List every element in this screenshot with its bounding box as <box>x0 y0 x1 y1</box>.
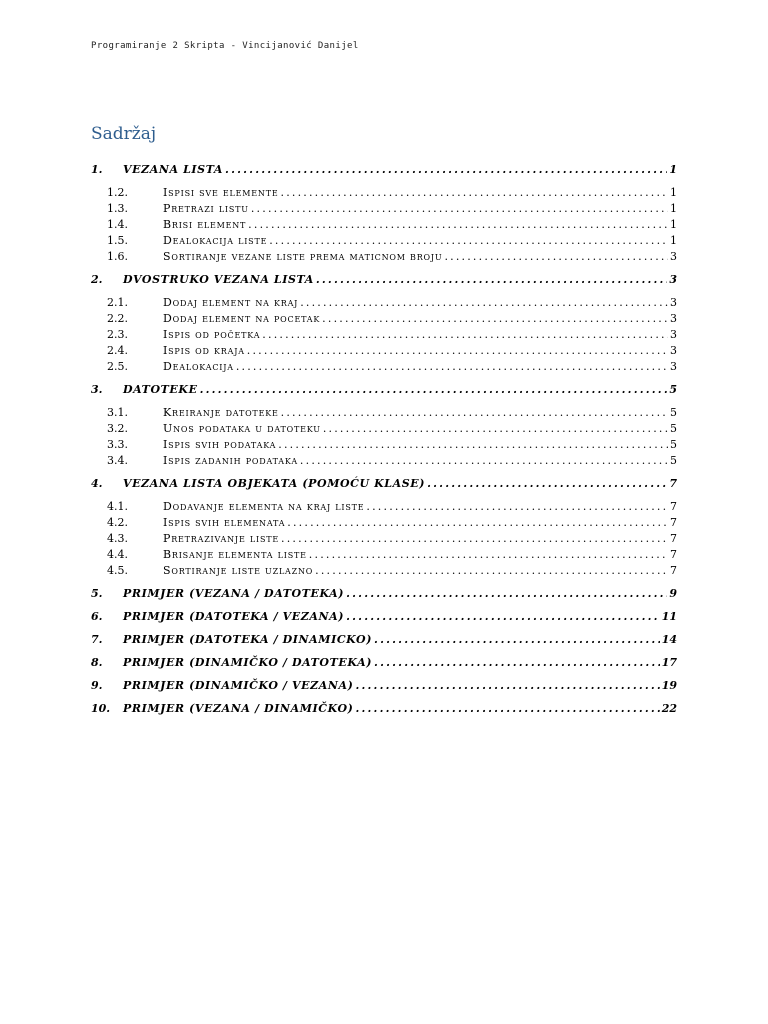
toc-entry[interactable] <box>91 380 677 398</box>
toc-entry-number: 9. <box>91 678 103 692</box>
toc-entry[interactable] <box>91 584 677 602</box>
toc-entry[interactable] <box>91 451 677 469</box>
toc-entry-label: Ispis svih elemenata <box>163 515 286 529</box>
toc-entry-page: 3 <box>669 272 677 286</box>
toc-entry-label: Sortiranje liste uzlazno <box>163 563 314 577</box>
toc-entry-label: Unos podataka u datoteku <box>163 421 321 435</box>
toc-entry-number: 3.4. <box>107 453 128 467</box>
toc-entry-label: PRIMJER (VEZANA / DATOTEKA) <box>123 586 345 600</box>
toc-entry-number: 6. <box>91 609 103 623</box>
toc-entry-page: 19 <box>661 678 677 692</box>
page-header: Programiranje 2 Skripta - Vincijanović Danijel <box>91 41 359 51</box>
toc-entry-number: 2.5. <box>107 359 128 373</box>
toc-entry-number: 4.5. <box>107 563 128 577</box>
toc-entry-number: 7. <box>91 632 103 646</box>
toc-dot-leader <box>248 218 668 231</box>
toc-dot-leader <box>374 656 660 669</box>
toc-entry-label: DATOTEKE <box>123 382 198 396</box>
toc-entry-number: 10. <box>91 701 111 715</box>
toc-entry-label: Dodaj element na kraj <box>163 295 299 309</box>
toc-entry-number: 3.2. <box>107 421 128 435</box>
toc-entry-label: PRIMJER (DINAMIČKO / VEZANA) <box>123 678 354 692</box>
toc-entry-page: 7 <box>670 563 677 577</box>
toc-entry[interactable] <box>91 630 677 648</box>
toc-dot-leader <box>247 344 668 357</box>
toc-entry-label: Dodaj element na pocetak <box>163 311 321 325</box>
toc-entry-page: 3 <box>670 343 677 357</box>
toc-entry-number: 5. <box>91 586 103 600</box>
toc-entry-number: 4.1. <box>107 499 128 513</box>
toc-entry-page: 5 <box>670 453 677 467</box>
toc-entry-label: DVOSTRUKO VEZANA LISTA <box>123 272 314 286</box>
toc-dot-leader <box>346 610 660 623</box>
toc-entry-label: PRIMJER (VEZANA / DINAMIČKO) <box>123 701 354 715</box>
toc-dot-leader <box>322 312 668 325</box>
toc-entry-label: PRIMJER (DATOTEKA / DINAMICKO) <box>123 632 373 646</box>
toc-dot-leader <box>236 360 668 373</box>
toc-entry-page: 3 <box>670 311 677 325</box>
toc-dot-leader <box>427 477 667 490</box>
toc-dot-leader <box>374 633 660 646</box>
toc-entry-number: 2.1. <box>107 295 128 309</box>
toc-title: Sadržaj <box>91 124 157 144</box>
toc-entry-label: Kreiranje datoteke <box>163 405 279 419</box>
toc-entry-number: 4.4. <box>107 547 128 561</box>
toc-entry-label: VEZANA LISTA <box>123 162 224 176</box>
toc-entry-page: 7 <box>670 531 677 545</box>
toc-dot-leader <box>355 679 659 692</box>
toc-entry-page: 1 <box>670 233 677 247</box>
toc-entry-page: 5 <box>670 421 677 435</box>
toc-entry-page: 7 <box>669 476 677 490</box>
toc-entry-page: 7 <box>670 515 677 529</box>
toc-entry-number: 1.4. <box>107 217 128 231</box>
toc-dot-leader <box>323 422 668 435</box>
toc-entry-page: 9 <box>669 586 677 600</box>
toc-entry-label: Dealokacija <box>163 359 234 373</box>
toc-dot-leader <box>366 500 668 513</box>
toc-entry-page: 22 <box>661 701 677 715</box>
toc-dot-leader <box>287 516 668 529</box>
toc-entry-label: Ispis zadanih podataka <box>163 453 298 467</box>
toc-dot-leader <box>309 548 668 561</box>
toc-entry-number: 2.2. <box>107 311 128 325</box>
toc-entry-label: PRIMJER (DATOTEKA / VEZANA) <box>123 609 345 623</box>
toc-dot-leader <box>355 702 659 715</box>
toc-dot-leader <box>281 406 668 419</box>
toc-entry-label: Dodavanje elementa na kraj liste <box>163 499 365 513</box>
toc-entry-label: Ispisi sve elemente <box>163 185 279 199</box>
toc-entry-page: 7 <box>670 499 677 513</box>
toc-entry-number: 4. <box>91 476 103 490</box>
toc-dot-leader <box>300 454 668 467</box>
toc-entry-number: 1. <box>91 162 103 176</box>
toc-entry[interactable] <box>91 699 677 717</box>
toc-entry[interactable] <box>91 160 677 178</box>
toc-entry-page: 5 <box>670 405 677 419</box>
toc-entry-number: 1.2. <box>107 185 128 199</box>
toc-entry-label: Ispis od kraja <box>163 343 245 357</box>
toc-entry-label: Pretrazi listu <box>163 201 249 215</box>
toc-entry-page: 5 <box>669 382 677 396</box>
toc-entry[interactable] <box>91 561 677 579</box>
toc-entry-page: 1 <box>670 217 677 231</box>
toc-dot-leader <box>269 234 668 247</box>
toc-entry[interactable] <box>91 270 677 288</box>
toc-entry-number: 1.6. <box>107 249 128 263</box>
toc-entry-page: 3 <box>670 359 677 373</box>
toc-entry-number: 4.2. <box>107 515 128 529</box>
toc-entry-label: Pretrazivanje liste <box>163 531 280 545</box>
toc-entry-page: 7 <box>670 547 677 561</box>
toc-entry-page: 1 <box>670 201 677 215</box>
toc-dot-leader <box>315 564 668 577</box>
toc-entry-number: 3.3. <box>107 437 128 451</box>
toc-entry-label: Ispis svih podataka <box>163 437 277 451</box>
toc-entry-label: VEZANA LISTA OBJEKATA (POMOĆU KLASE) <box>123 476 426 490</box>
toc-dot-leader <box>444 250 668 263</box>
toc-dot-leader <box>281 532 668 545</box>
toc-entry-label: PRIMJER (DINAMIČKO / DATOTEKA) <box>123 655 373 669</box>
toc-entry-page: 17 <box>661 655 677 669</box>
toc-entry-number: 2. <box>91 272 103 286</box>
toc-entry-page: 3 <box>670 249 677 263</box>
toc-dot-leader <box>262 328 668 341</box>
toc-entry-label: Brisi element <box>163 217 247 231</box>
toc-dot-leader <box>278 438 668 451</box>
toc-dot-leader <box>346 587 667 600</box>
toc-entry-number: 2.4. <box>107 343 128 357</box>
toc-dot-leader <box>300 296 668 309</box>
toc-entry-number: 1.3. <box>107 201 128 215</box>
toc-entry-number: 2.3. <box>107 327 128 341</box>
toc-entry[interactable] <box>91 357 677 375</box>
toc-entry-label: Sortiranje vezane liste prema maticnom broju <box>163 249 443 263</box>
toc-entry[interactable] <box>91 247 677 265</box>
toc-entry-page: 1 <box>669 162 677 176</box>
toc-entry-label: Brisanje elementa liste <box>163 547 307 561</box>
toc-entry-page: 14 <box>661 632 677 646</box>
toc-dot-leader <box>225 163 667 176</box>
toc-entry-page: 11 <box>661 609 677 623</box>
toc-dot-leader <box>200 383 668 396</box>
toc-entry-label: Dealokacija liste <box>163 233 268 247</box>
toc-entry-page: 1 <box>670 185 677 199</box>
toc-entry[interactable] <box>91 676 677 694</box>
toc-entry-number: 1.5. <box>107 233 128 247</box>
toc-dot-leader <box>316 273 667 286</box>
toc-entry-number: 3. <box>91 382 103 396</box>
toc-entry-page: 3 <box>670 295 677 309</box>
toc-entry-page: 5 <box>670 437 677 451</box>
toc-entry-label: Ispis od početka <box>163 327 261 341</box>
toc-dot-leader <box>251 202 668 215</box>
toc-entry[interactable] <box>91 607 677 625</box>
toc-entry-number: 4.3. <box>107 531 128 545</box>
toc-dot-leader <box>281 186 669 199</box>
toc-entry-number: 8. <box>91 655 103 669</box>
toc-entry-page: 3 <box>670 327 677 341</box>
toc-entry-number: 3.1. <box>107 405 128 419</box>
toc-entry[interactable] <box>91 653 677 671</box>
toc-entry[interactable] <box>91 474 677 492</box>
